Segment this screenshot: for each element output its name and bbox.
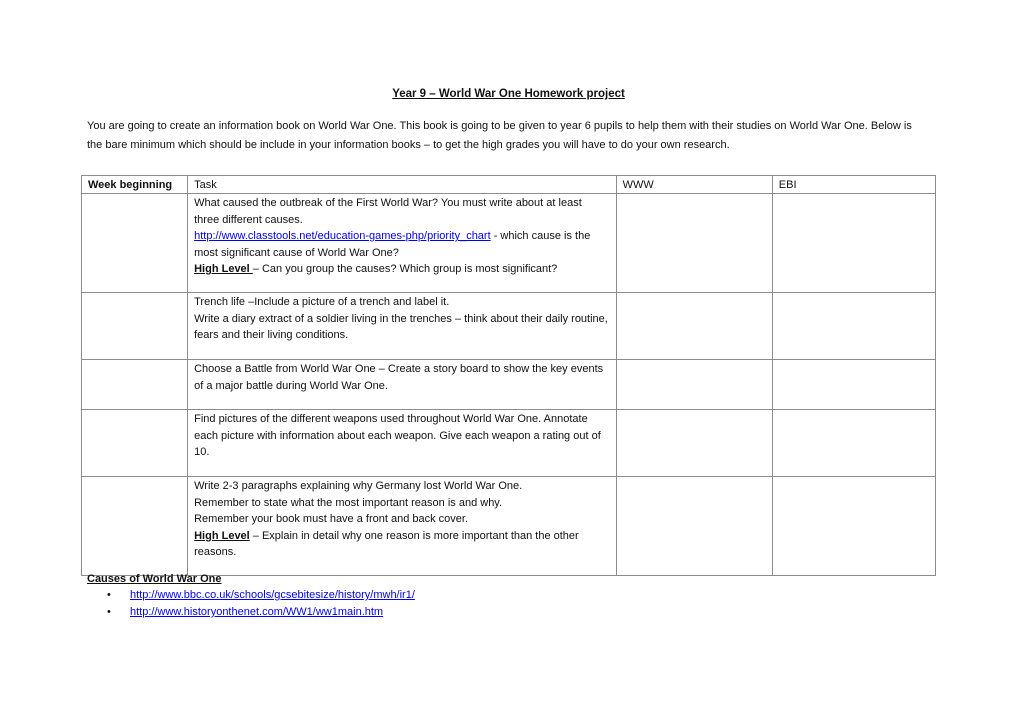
- week-cell[interactable]: [82, 477, 188, 576]
- header-task: Task: [188, 176, 617, 194]
- high-level-label: High Level: [194, 263, 253, 276]
- intro-paragraph: You are going to create an information book on World War One. This book is going to be given to year 6 pupils to help them with their studies on World War One. Below is the bare minimum which should be include in your information books – to get the high grades you will have to do your own research.: [87, 120, 912, 151]
- page-title: Year 9 – World War One Homework project: [392, 88, 625, 100]
- ebi-cell[interactable]: [772, 477, 935, 576]
- header-ebi: EBI: [772, 176, 935, 194]
- week-cell[interactable]: [82, 194, 188, 293]
- task-text: - which cause is the most significant cause of World War One?: [194, 230, 591, 259]
- task-cell: [188, 360, 617, 410]
- www-cell[interactable]: [616, 360, 772, 410]
- task-cell: [188, 410, 617, 477]
- high-level-text: – Can you group the causes? Which group is most significant?: [252, 263, 558, 276]
- table-header-row: [82, 176, 936, 194]
- task-cell: [188, 477, 617, 576]
- www-cell[interactable]: [616, 194, 772, 293]
- task-text: What caused the outbreak of the First World War? You must write about at least three different causes.: [194, 197, 582, 226]
- ebi-cell[interactable]: [772, 293, 935, 360]
- task-text: Find pictures of the different weapons used throughout World War One. Annotate each picture with information about each weapon. Give each weapon a rating out of 10.: [194, 413, 601, 459]
- task-text: Write 2-3 paragraphs explaining why Germany lost World War One. Remember to state what the most important reason is and why. Remember your book must have a front and back cover.: [194, 480, 523, 526]
- header-week-beginning: Week beginning: [82, 176, 188, 194]
- bullet-icon: •: [107, 589, 111, 601]
- week-cell[interactable]: [82, 293, 188, 360]
- list-item: [87, 587, 927, 604]
- task-cell: [188, 293, 617, 360]
- high-level-text: – Explain in detail why one reason is more important than the other reasons.: [194, 529, 579, 559]
- causes-list: [87, 587, 927, 621]
- table-row: [82, 360, 936, 410]
- www-cell[interactable]: [616, 410, 772, 477]
- homework-table: [81, 175, 936, 576]
- ebi-cell[interactable]: [772, 410, 935, 477]
- week-cell[interactable]: [82, 410, 188, 477]
- high-level-label: High Level: [194, 529, 250, 542]
- table-row: [82, 477, 936, 576]
- historyonthenet-link[interactable]: http://www.historyonthenet.com/WW1/ww1main.htm: [130, 606, 384, 618]
- list-item: [87, 604, 927, 621]
- table-row: [82, 194, 936, 293]
- bbc-link[interactable]: http://www.bbc.co.uk/schools/gcsebitesize/history/mwh/ir1/: [130, 589, 415, 601]
- header-www: WWW: [616, 176, 772, 194]
- task-text: Choose a Battle from World War One – Create a story board to show the key events of a major battle during World War One.: [194, 363, 604, 392]
- causes-heading: Causes of World War One: [87, 573, 222, 585]
- ebi-cell[interactable]: [772, 360, 935, 410]
- task-text: Trench life –Include a picture of a trench and label it. Write a diary extract of a soldier living in the trenches – think about their daily routine, fears and their living conditions.: [194, 296, 608, 342]
- www-cell[interactable]: [616, 477, 772, 576]
- table-row: [82, 293, 936, 360]
- causes-section: [87, 571, 927, 621]
- ebi-cell[interactable]: [772, 194, 935, 293]
- www-cell[interactable]: [616, 293, 772, 360]
- week-cell[interactable]: [82, 360, 188, 410]
- bullet-icon: •: [107, 606, 111, 618]
- classtools-link[interactable]: http://www.classtools.net/education-games-php/priority_chart: [194, 230, 491, 243]
- table-row: [82, 410, 936, 477]
- task-cell: [188, 194, 617, 293]
